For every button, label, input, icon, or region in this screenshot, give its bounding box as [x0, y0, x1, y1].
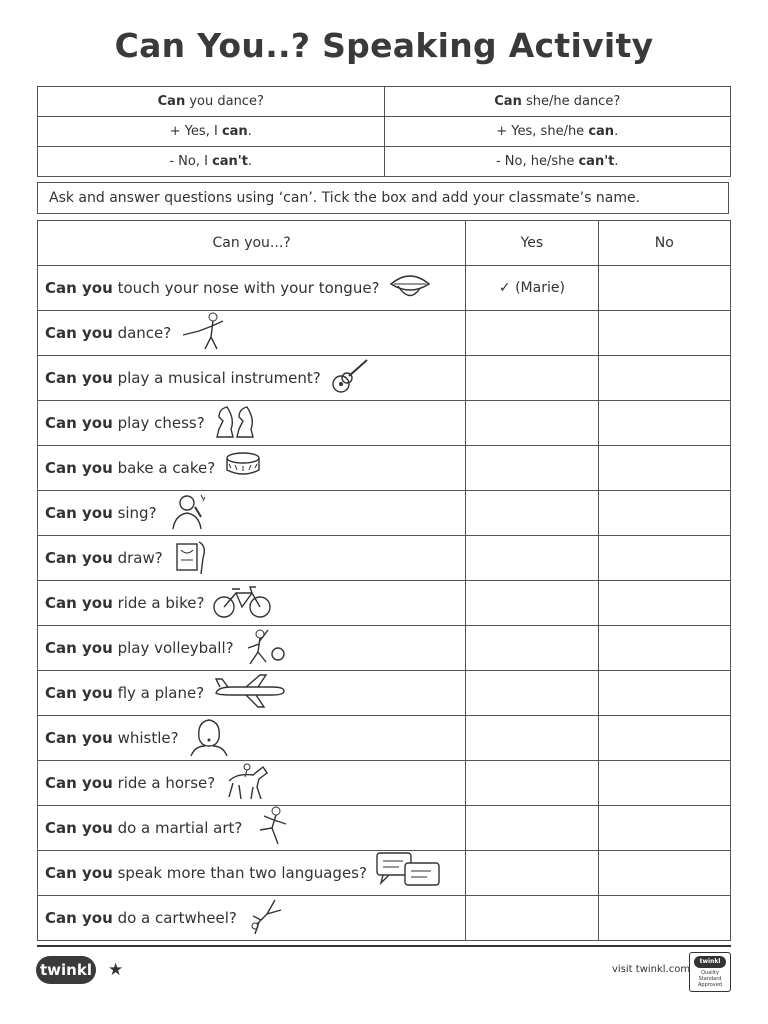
question-cell: [38, 581, 466, 626]
no-cell[interactable]: [598, 401, 730, 446]
question-text: Can you do a martial art?: [45, 819, 243, 837]
no-cell[interactable]: [598, 626, 730, 671]
question-cell: [38, 851, 466, 896]
table-row: [38, 716, 731, 761]
star-icon: ★: [108, 960, 124, 980]
table-row: [38, 806, 731, 851]
yes-cell[interactable]: [466, 536, 598, 581]
cartwheel-icon: [245, 896, 285, 940]
drawing-icon: [171, 536, 211, 580]
tongue-icon: [388, 266, 432, 310]
yes-cell[interactable]: [466, 851, 598, 896]
cake-icon: [223, 446, 263, 490]
table-row: [38, 581, 731, 626]
instructions: Ask and answer questions using ‘can’. Tick the box and add your classmate’s name.: [37, 182, 729, 214]
visit-link[interactable]: visit twinkl.com: [612, 964, 691, 975]
badge-brand: twinkl: [694, 956, 726, 968]
no-cell[interactable]: [598, 896, 730, 941]
question-text: Can you do a cartwheel?: [45, 909, 237, 927]
question-text: Can you bake a cake?: [45, 459, 216, 477]
question-cell: [38, 761, 466, 806]
table-row: [38, 356, 731, 401]
table-row: [38, 491, 731, 536]
yes-cell[interactable]: [466, 806, 598, 851]
martial-art-icon: [250, 806, 290, 850]
table-row: [38, 626, 731, 671]
question-text: Can you fly a plane?: [45, 684, 205, 702]
table-row: [38, 311, 731, 356]
table-row: [38, 266, 731, 311]
table-row: [38, 446, 731, 491]
no-cell[interactable]: [598, 851, 730, 896]
question-cell: [38, 356, 466, 401]
question-text: Can you draw?: [45, 549, 163, 567]
question-text: Can you play a musical instrument?: [45, 369, 321, 387]
question-cell: [38, 491, 466, 536]
yes-cell[interactable]: [466, 716, 598, 761]
singer-icon: [165, 491, 209, 535]
yes-cell[interactable]: [466, 401, 598, 446]
question-text: Can you whistle?: [45, 729, 179, 747]
ref-cell: + Yes, she/he can.: [384, 117, 731, 147]
volleyball-icon: [242, 626, 286, 670]
no-cell[interactable]: [598, 761, 730, 806]
question-text: Can you ride a horse?: [45, 774, 216, 792]
yes-cell[interactable]: [466, 626, 598, 671]
no-cell[interactable]: [598, 536, 730, 581]
header-no: No: [598, 221, 730, 266]
question-cell: [38, 806, 466, 851]
question-cell: [38, 266, 466, 311]
yes-cell[interactable]: [466, 311, 598, 356]
table-row: [38, 761, 731, 806]
yes-cell[interactable]: [466, 581, 598, 626]
reference-table: [37, 86, 731, 177]
ref-cell: + Yes, I can.: [38, 117, 385, 147]
guitar-icon: [329, 356, 373, 400]
question-cell: [38, 311, 466, 356]
quality-badge: [689, 952, 731, 992]
table-row: [38, 671, 731, 716]
table-row: [38, 896, 731, 941]
table-row: [38, 536, 731, 581]
yes-cell[interactable]: [466, 446, 598, 491]
question-text: Can you sing?: [45, 504, 157, 522]
yes-cell[interactable]: ✓ (Marie): [466, 266, 598, 311]
no-cell[interactable]: [598, 266, 730, 311]
no-cell[interactable]: [598, 446, 730, 491]
question-cell: [38, 716, 466, 761]
footer-divider: [37, 945, 731, 947]
no-cell[interactable]: [598, 671, 730, 716]
chess-icon: [213, 401, 257, 445]
question-cell: [38, 626, 466, 671]
no-cell[interactable]: [598, 716, 730, 761]
yes-cell[interactable]: [466, 671, 598, 716]
ref-cell: Can she/he dance?: [384, 87, 731, 117]
question-cell: [38, 446, 466, 491]
dancer-icon: [179, 311, 229, 355]
no-cell[interactable]: [598, 581, 730, 626]
question-cell: [38, 896, 466, 941]
no-cell[interactable]: [598, 806, 730, 851]
question-cell: [38, 536, 466, 581]
no-cell[interactable]: [598, 491, 730, 536]
speech-bubbles-icon: [375, 851, 443, 895]
question-text: Can you dance?: [45, 324, 172, 342]
yes-cell[interactable]: [466, 896, 598, 941]
question-text: Can you play chess?: [45, 414, 205, 432]
question-text: Can you speak more than two languages?: [45, 864, 367, 882]
question-text: Can you ride a bike?: [45, 594, 205, 612]
page-title: Can You..? Speaking Activity: [114, 26, 654, 65]
question-cell: [38, 401, 466, 446]
question-text: Can you touch your nose with your tongue?: [45, 279, 380, 297]
ref-cell: - No, I can't.: [38, 147, 385, 177]
yes-cell[interactable]: [466, 356, 598, 401]
ref-cell: Can you dance?: [38, 87, 385, 117]
table-row: [38, 401, 731, 446]
horse-icon: [223, 761, 273, 805]
bike-icon: [212, 581, 272, 625]
header-can-you: Can you...?: [38, 221, 466, 266]
header-yes: Yes: [466, 221, 598, 266]
ref-cell: - No, he/she can't.: [384, 147, 731, 177]
twinkl-logo[interactable]: twinkl: [36, 956, 96, 984]
whistle-icon: [187, 716, 231, 760]
activity-table: [37, 220, 731, 941]
question-cell: [38, 671, 466, 716]
table-row: [38, 851, 731, 896]
question-text: Can you play volleyball?: [45, 639, 234, 657]
no-cell[interactable]: [598, 356, 730, 401]
yes-cell[interactable]: [466, 491, 598, 536]
yes-cell[interactable]: [466, 761, 598, 806]
plane-icon: [212, 671, 286, 715]
no-cell[interactable]: [598, 311, 730, 356]
badge-text: Quality Standard Approved: [698, 970, 722, 988]
